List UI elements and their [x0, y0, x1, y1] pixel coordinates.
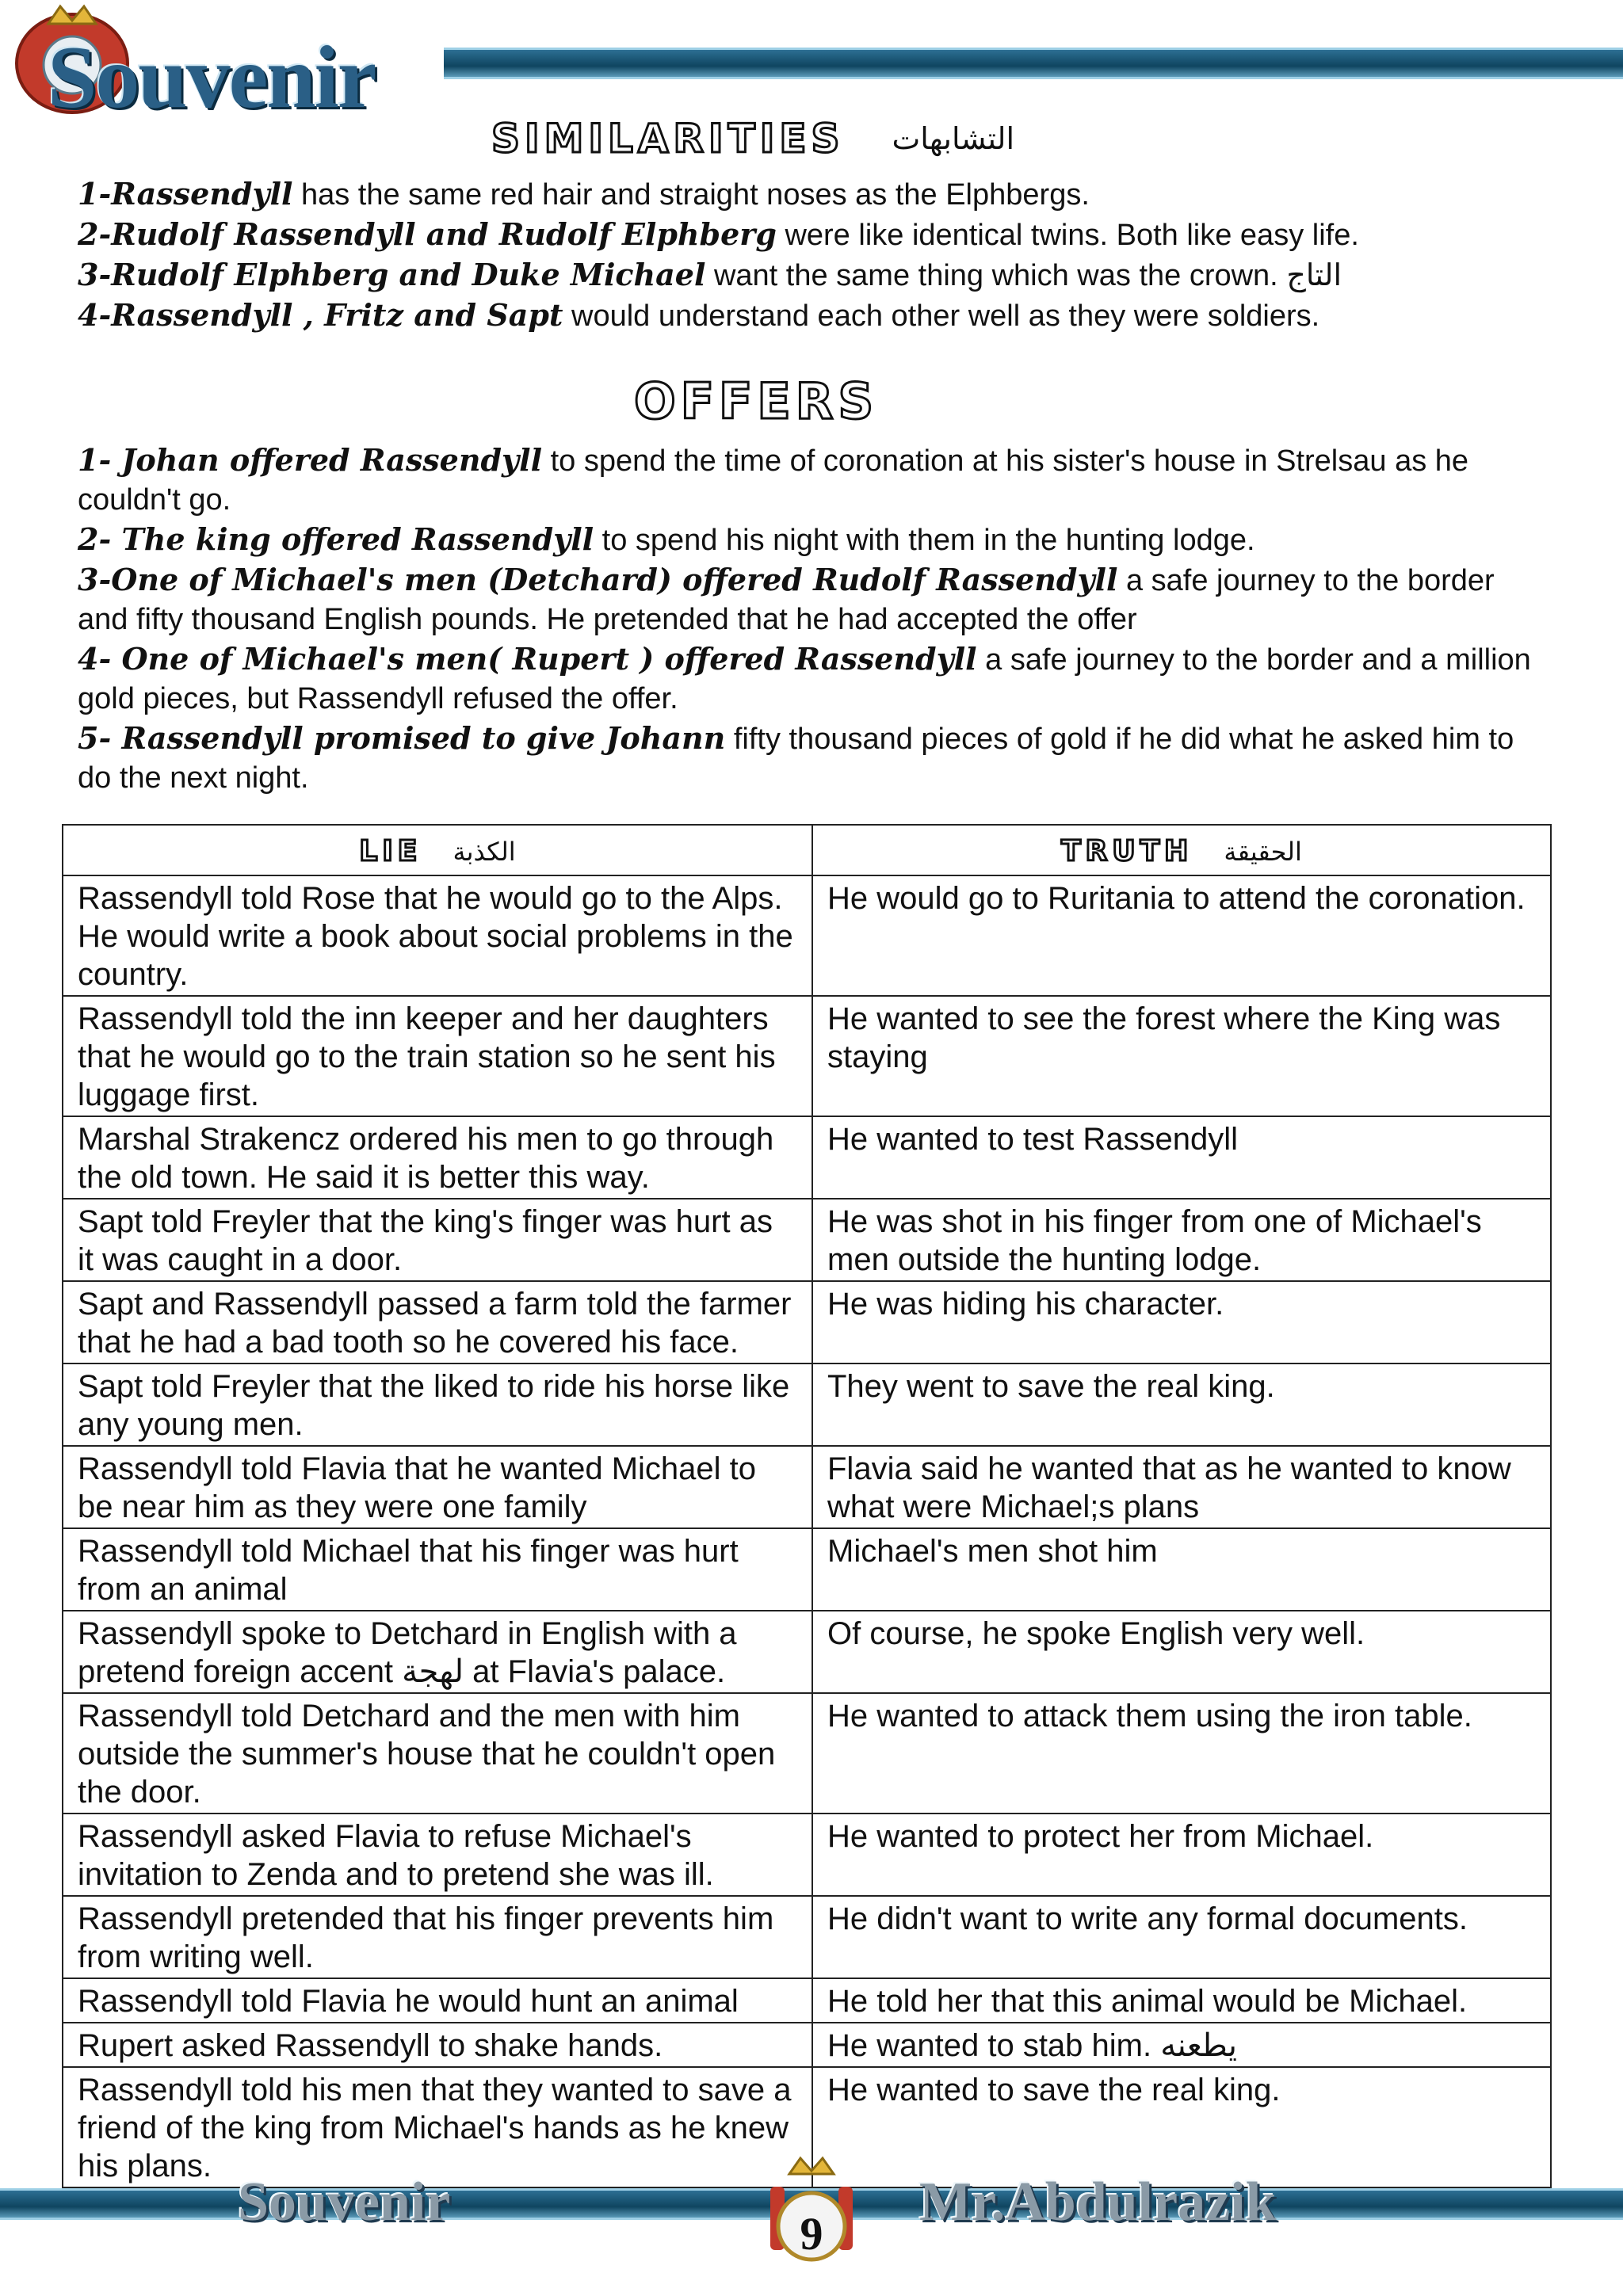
truth-column-header: TRUTH الحقيقة — [812, 825, 1551, 875]
footer-right-text: Mr.Abdulrazik — [919, 2172, 1277, 2233]
lie-cell: Rassendyll asked Flavia to refuse Michael's invitation to Zenda and to pretend she was ill. — [63, 1814, 812, 1896]
truth-cell: They went to save the real king. — [812, 1363, 1551, 1446]
lie-cell: Rassendyll told Detchard and the men with him outside the summer's house that he couldn't open the door. — [63, 1693, 812, 1814]
lie-cell: Sapt told Freyler that the liked to ride his horse like any young men. — [63, 1363, 812, 1446]
table-row — [63, 1896, 1551, 1978]
table-row — [63, 1693, 1551, 1814]
lie-cell: Rassendyll spoke to Detchard in English with a pretend foreign accent لهجة at Flavia's palace. — [63, 1611, 812, 1693]
truth-cell: He wanted to protect her from Michael. — [812, 1814, 1551, 1896]
offers-heading — [634, 372, 878, 430]
truth-cell: He wanted to stab him. يطعنه — [812, 2023, 1551, 2067]
table-row — [63, 1116, 1551, 1199]
lie-cell: Rassendyll pretended that his finger prevents him from writing well. — [63, 1896, 812, 1978]
table-row — [63, 1814, 1551, 1896]
footer-left-text: Souvenir — [238, 2172, 451, 2233]
similarity-item: 1-Rassendyll has the same red hair and straight noses as the Elphbergs. — [78, 176, 1090, 212]
table-row — [63, 875, 1551, 996]
truth-cell: He didn't want to write any formal documents. — [812, 1896, 1551, 1978]
table-row — [63, 2023, 1551, 2067]
similarity-item: 4-Rassendyll , Fritz and Sapt would understand each other well as they were soldiers. — [78, 297, 1320, 333]
lie-cell: Rassendyll told his men that they wanted to save a friend of the king from Michael's hands as he knew his plans. — [63, 2067, 812, 2187]
offers-title: OFFERS — [634, 372, 879, 430]
table-header-row — [63, 825, 1551, 875]
table-row — [63, 1611, 1551, 1693]
lie-cell: Sapt told Freyler that the king's finger was hurt as it was caught in a door. — [63, 1199, 812, 1281]
truth-cell: He wanted to attack them using the iron table. — [812, 1693, 1551, 1814]
truth-cell: He was shot in his finger from one of Michael's men outside the hunting lodge. — [812, 1199, 1551, 1281]
offer-item: 2- The king offered Rassendyll to spend his night with them in the hunting lodge. — [78, 521, 1255, 557]
lie-cell: Rupert asked Rassendyll to shake hands. — [63, 2023, 812, 2067]
lie-cell: Rassendyll told Flavia that he wanted Michael to be near him as they were one family — [63, 1446, 812, 1528]
offer-item: 3-One of Michael's men (Detchard) offered Rudolf Rassendyll a safe journey to the border and fifty thousand English pounds. He pretended that he had accepted the offer — [78, 562, 1495, 636]
similarity-item: 2-Rudolf Rassendyll and Rudolf Elphberg were like identical twins. Both like easy life. — [78, 216, 1359, 252]
table-row — [63, 1978, 1551, 2023]
page-number: 9 — [800, 2208, 823, 2260]
table-row — [63, 1281, 1551, 1363]
offers-list — [78, 441, 1552, 798]
table-row — [63, 1528, 1551, 1611]
similarities-list — [78, 174, 1552, 336]
lie-cell: Rassendyll told the inn keeper and her daughters that he would go to the train station so he sent his luggage first. — [63, 996, 812, 1116]
table-row — [63, 1363, 1551, 1446]
table-row — [63, 996, 1551, 1116]
truth-cell: He wanted to see the forest where the King was staying — [812, 996, 1551, 1116]
lie-cell: Marshal Strakencz ordered his men to go through the old town. He said it is better this way. — [63, 1116, 812, 1199]
offer-item: 4- One of Michael's men( Rupert ) offered Rassendyll a safe journey to the border and a million gold pieces, but Rassendyll refused the offer. — [78, 641, 1531, 715]
truth-cell: He wanted to test Rassendyll — [812, 1116, 1551, 1199]
similarity-item: 3-Rudolf Elphberg and Duke Michael want the same thing which was the crown. التاج — [78, 257, 1342, 292]
truth-cell: Flavia said he wanted that as he wanted to know what were Michael;s plans — [812, 1446, 1551, 1528]
truth-cell: He would go to Ruritania to attend the coronation. — [812, 875, 1551, 996]
similarities-title: SIMILARITIES — [491, 116, 845, 162]
similarities-heading — [491, 116, 1014, 162]
header-band — [444, 48, 1623, 79]
truth-cell: Michael's men shot him — [812, 1528, 1551, 1611]
lie-cell: Rassendyll told Rose that he would go to the Alps. He would write a book about social problems in the country. — [63, 875, 812, 996]
table-row — [63, 1446, 1551, 1528]
truth-cell: He told her that this animal would be Michael. — [812, 1978, 1551, 2023]
lie-cell: Sapt and Rassendyll passed a farm told the farmer that he had a bad tooth so he covered his face. — [63, 1281, 812, 1363]
logo-text: Souvenir — [48, 29, 376, 127]
lie-truth-table — [62, 824, 1552, 2188]
header-logo — [0, 0, 491, 127]
table-row — [63, 1199, 1551, 1281]
truth-cell: Of course, he spoke English very well. — [812, 1611, 1551, 1693]
offer-item: 5- Rassendyll promised to give Johann fifty thousand pieces of gold if he did what he asked him to do the next night. — [78, 720, 1514, 795]
lie-cell: Rassendyll told Flavia he would hunt an animal — [63, 1978, 812, 2023]
truth-cell: He was hiding his character. — [812, 1281, 1551, 1363]
truth-cell: He wanted to save the real king. — [812, 2067, 1551, 2187]
similarities-title-arabic: التشابهات — [892, 121, 1015, 156]
offer-item: 1- Johan offered Rassendyll to spend the time of coronation at his sister's house in Strelsau as he couldn't go. — [78, 442, 1469, 517]
lie-column-header: LIE الكذبة — [63, 825, 812, 875]
lie-cell: Rassendyll told Michael that his finger was hurt from an animal — [63, 1528, 812, 1611]
